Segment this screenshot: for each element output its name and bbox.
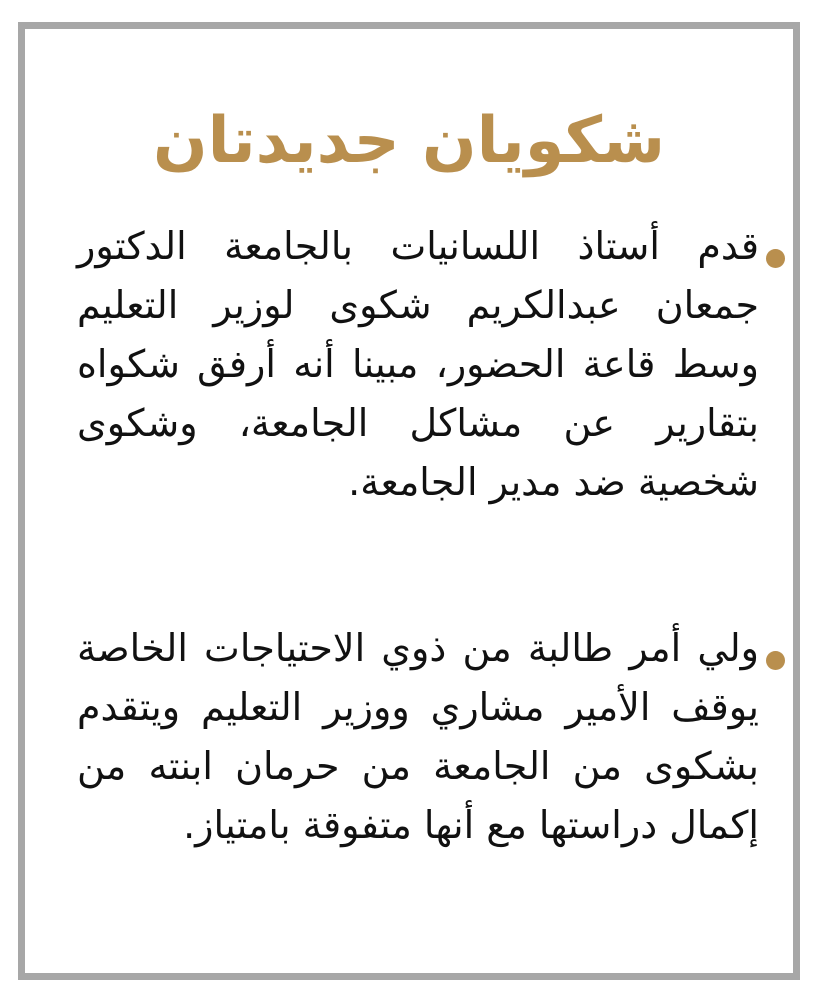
box-title: شكويان جديدتان <box>152 104 666 178</box>
sidebar-box <box>18 22 800 980</box>
complaint-item-1: قدم أستاذ اللسانيات بالجامعة الدكتور جمعان عبدالكريم شكوى لوزير التعليم وسط قاعة الحضور، مبينا أنه أرفق شكواه بتقارير عن مشاكل الجامعة، وشكوى شخصية ضد مدير الجامعة. <box>77 224 759 504</box>
bullet-icon <box>766 651 785 670</box>
complaint-item-2: ولي أمر طالبة من ذوي الاحتياجات الخاصة يوقف الأمير مشاري ووزير التعليم ويتقدم بشكوى من الجامعة من حرمان ابنته من إكمال دراستها مع أنها متفوقة بامتياز. <box>77 626 759 847</box>
bullet-icon <box>766 249 785 268</box>
